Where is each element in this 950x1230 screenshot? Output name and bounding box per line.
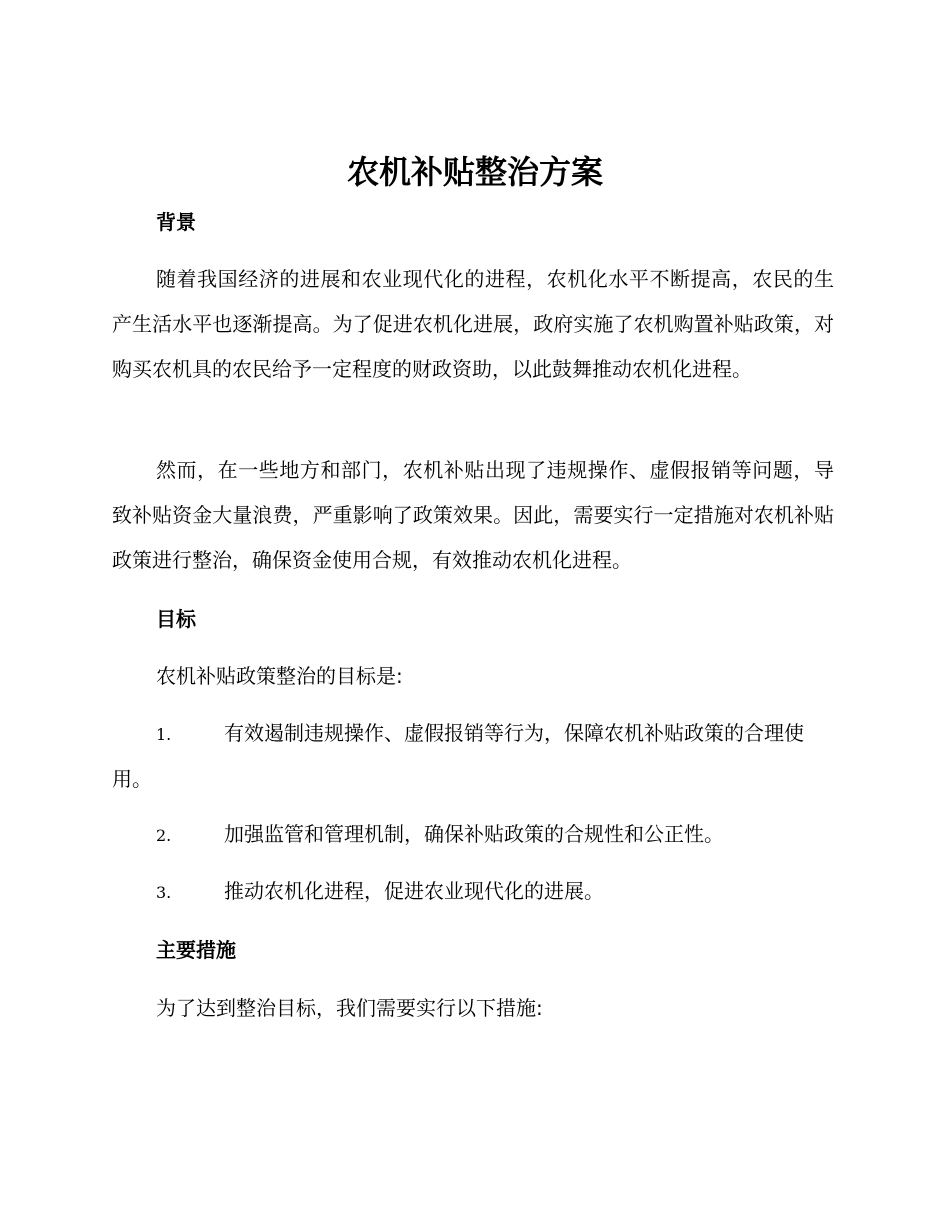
goal-item-2-number: 2. — [156, 826, 172, 845]
goal-item-1-text: 有效遏制违规操作、虚假报销等行为，保障农机补贴政策的合理使用。 — [112, 721, 804, 791]
goal-item-3 — [112, 869, 834, 915]
section-heading-goals: 目标 — [156, 607, 196, 631]
goals-intro: 农机补贴政策整治的目标是: — [156, 664, 403, 688]
goal-item-2-text: 加强监管和管理机制，确保补贴政策的合规性和公正性。 — [224, 822, 724, 846]
background-paragraph-2: 然而，在一些地方和部门，农机补贴出现了违规操作、虚假报销等问题，导致补贴资金大量浪费，严重影响了政策效果。因此，需要实行一定措施对农机补贴政策进行整治，确保资金使用合规，有效推动农机化进程。 — [112, 458, 834, 572]
goal-item-3-text: 推动农机化进程，促进农业现代化的进展。 — [224, 879, 604, 903]
document-title: 农机补贴整治方案 — [346, 153, 603, 191]
goal-item-1-number: 1. — [156, 725, 172, 744]
measures-intro: 为了达到整治目标，我们需要实行以下措施: — [156, 996, 543, 1020]
goal-item-2 — [112, 812, 834, 858]
goal-item-1 — [112, 711, 834, 802]
section-heading-background: 背景 — [156, 210, 196, 234]
goal-item-3-number: 3. — [156, 883, 172, 902]
background-paragraph-1: 随着我国经济的进展和农业现代化的进程，农机化水平不断提高，农民的生产生活水平也逐渐提高。为了促进农机化进展，政府实施了农机购置补贴政策，对购买农机具的农民给予一定程度的财政资助，以此鼓舞推动农机化进程。 — [112, 267, 834, 381]
section-heading-measures: 主要措施 — [156, 938, 236, 962]
